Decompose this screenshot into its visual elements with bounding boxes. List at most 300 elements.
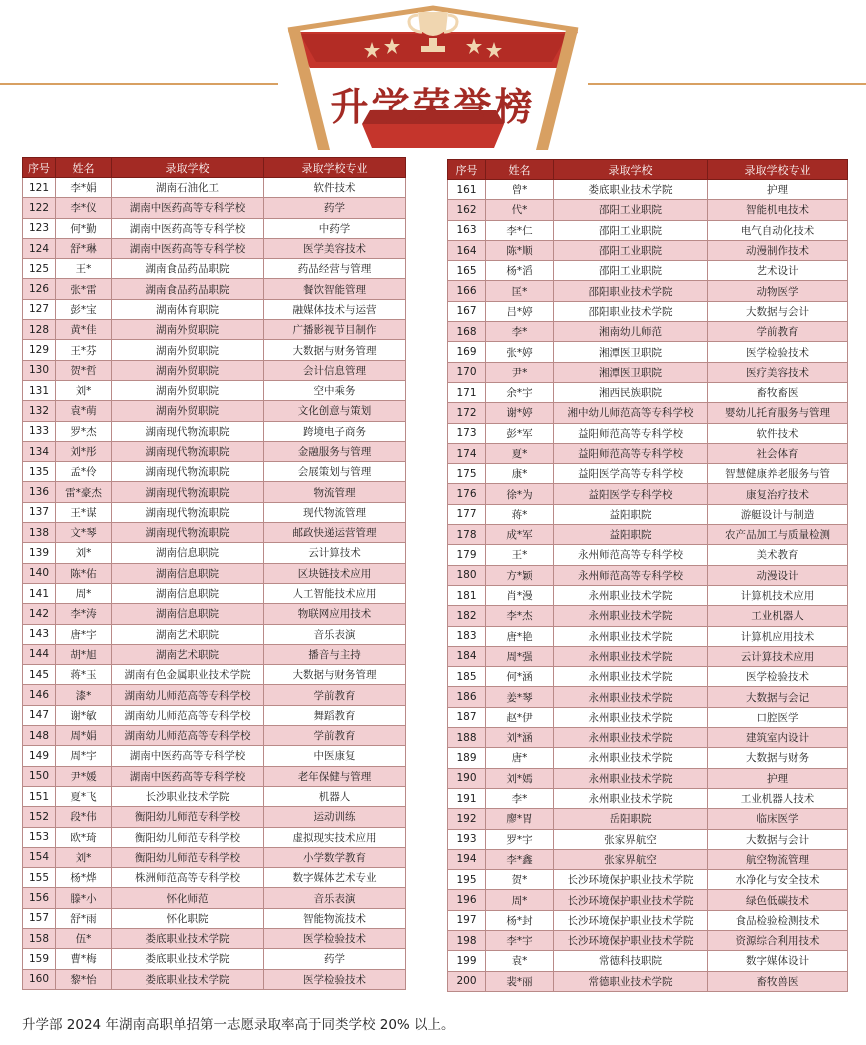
table-row xyxy=(23,786,406,806)
table-row xyxy=(448,667,848,687)
table-row xyxy=(23,421,406,441)
admitted-major: 婴幼儿托育服务与管理 xyxy=(708,403,848,423)
admitted-school: 邵阳职业技术学院 xyxy=(554,301,708,321)
admitted-major: 动漫制作技术 xyxy=(708,240,848,260)
admitted-school: 湘中幼儿师范高等专科学校 xyxy=(554,403,708,423)
table-row xyxy=(448,240,848,260)
admitted-school: 湖南信息职院 xyxy=(112,543,264,563)
admitted-school: 湖南外贸职院 xyxy=(112,360,264,380)
row-number: 183 xyxy=(448,626,486,646)
student-name: 余*宇 xyxy=(486,382,554,402)
admitted-school: 永州职业技术学院 xyxy=(554,667,708,687)
table-row xyxy=(448,180,848,200)
table-row xyxy=(448,200,848,220)
student-name: 李*鑫 xyxy=(486,849,554,869)
student-name: 周* xyxy=(56,583,112,603)
student-name: 彭*宝 xyxy=(56,299,112,319)
admitted-major: 广播影视节目制作 xyxy=(264,320,406,340)
row-number: 189 xyxy=(448,748,486,768)
student-name: 尹* xyxy=(486,362,554,382)
row-number: 161 xyxy=(448,180,486,200)
column-header: 录取学校专业 xyxy=(708,160,848,180)
admitted-school: 永州职业技术学院 xyxy=(554,585,708,605)
table-row xyxy=(448,281,848,301)
admitted-major: 大数据与财务管理 xyxy=(264,340,406,360)
row-number: 194 xyxy=(448,849,486,869)
table-body-right xyxy=(448,180,848,992)
admitted-major: 农产品加工与质量检测 xyxy=(708,525,848,545)
table-row xyxy=(23,685,406,705)
student-name: 文*琴 xyxy=(56,523,112,543)
row-number: 141 xyxy=(23,583,56,603)
admitted-school: 永州职业技术学院 xyxy=(554,626,708,646)
student-name: 杨*滔 xyxy=(486,261,554,281)
admitted-school: 湖南艺术职院 xyxy=(112,644,264,664)
table-row xyxy=(23,238,406,258)
table-row xyxy=(23,847,406,867)
admitted-major: 口腔医学 xyxy=(708,707,848,727)
row-number: 181 xyxy=(448,585,486,605)
row-number: 172 xyxy=(448,403,486,423)
admitted-school: 湖南幼儿师范高等专科学校 xyxy=(112,726,264,746)
table-row xyxy=(23,807,406,827)
admitted-school: 怀化师范 xyxy=(112,888,264,908)
admitted-major: 计算机技术应用 xyxy=(708,585,848,605)
row-number: 198 xyxy=(448,930,486,950)
table-row xyxy=(448,301,848,321)
admitted-school: 张家界航空 xyxy=(554,849,708,869)
table-row xyxy=(23,827,406,847)
admitted-school: 湖南外贸职院 xyxy=(112,340,264,360)
admitted-major: 区块链技术应用 xyxy=(264,563,406,583)
row-number: 191 xyxy=(448,788,486,808)
admitted-major: 融媒体技术与运营 xyxy=(264,299,406,319)
table-row xyxy=(448,951,848,971)
student-name: 何*勤 xyxy=(56,218,112,238)
row-number: 159 xyxy=(23,949,56,969)
row-number: 126 xyxy=(23,279,56,299)
admitted-school: 长沙环境保护职业技术学院 xyxy=(554,870,708,890)
footer-note: 升学部 2024 年湖南高职单招第一志愿录取率高于同类学校 20% 以上。 xyxy=(22,1017,455,1033)
student-name: 彭*军 xyxy=(486,423,554,443)
row-number: 144 xyxy=(23,644,56,664)
table-row xyxy=(448,890,848,910)
admitted-school: 湖南中医药高等专科学校 xyxy=(112,218,264,238)
row-number: 133 xyxy=(23,421,56,441)
row-number: 146 xyxy=(23,685,56,705)
table-row xyxy=(23,705,406,725)
table-row xyxy=(448,788,848,808)
table-row xyxy=(23,644,406,664)
admitted-school: 邵阳工业职院 xyxy=(554,261,708,281)
row-number: 166 xyxy=(448,281,486,301)
admitted-major: 智能机电技术 xyxy=(708,200,848,220)
admitted-major: 大数据与会记 xyxy=(708,687,848,707)
student-name: 王*芬 xyxy=(56,340,112,360)
table-row xyxy=(448,484,848,504)
row-number: 190 xyxy=(448,768,486,788)
admission-table-left xyxy=(22,157,406,990)
table-row xyxy=(23,482,406,502)
row-number: 122 xyxy=(23,198,56,218)
row-number: 179 xyxy=(448,545,486,565)
admitted-school: 益阳师范高等专科学校 xyxy=(554,423,708,443)
student-name: 雷*豪杰 xyxy=(56,482,112,502)
row-number: 128 xyxy=(23,320,56,340)
student-name: 成*军 xyxy=(486,525,554,545)
admitted-school: 湖南现代物流职院 xyxy=(112,421,264,441)
row-number: 174 xyxy=(448,443,486,463)
column-header: 录取学校 xyxy=(112,158,264,178)
admitted-school: 株洲师范高等专科学校 xyxy=(112,868,264,888)
admitted-major: 智慧健康养老服务与管 xyxy=(708,464,848,484)
admitted-major: 临床医学 xyxy=(708,809,848,829)
table-row xyxy=(23,746,406,766)
row-number: 132 xyxy=(23,401,56,421)
admitted-school: 邵阳职业技术学院 xyxy=(554,281,708,301)
student-name: 匡* xyxy=(486,281,554,301)
student-name: 张*婷 xyxy=(486,342,554,362)
admitted-major: 中药学 xyxy=(264,218,406,238)
column-header: 录取学校专业 xyxy=(264,158,406,178)
admitted-school: 长沙环境保护职业技术学院 xyxy=(554,930,708,950)
table-row xyxy=(448,707,848,727)
admitted-school: 永州师范高等专科学校 xyxy=(554,565,708,585)
admitted-school: 邵阳工业职院 xyxy=(554,240,708,260)
admitted-school: 湖南有色金属职业技术学院 xyxy=(112,665,264,685)
admitted-major: 计算机应用技术 xyxy=(708,626,848,646)
row-number: 175 xyxy=(448,464,486,484)
table-row xyxy=(23,320,406,340)
admitted-major: 邮政快递运营管理 xyxy=(264,523,406,543)
row-number: 162 xyxy=(448,200,486,220)
admitted-major: 水净化与安全技术 xyxy=(708,870,848,890)
table-row xyxy=(23,360,406,380)
admitted-major: 智能物流技术 xyxy=(264,908,406,928)
table-row xyxy=(448,220,848,240)
table-row xyxy=(23,726,406,746)
admitted-school: 湖南外贸职院 xyxy=(112,401,264,421)
row-number: 184 xyxy=(448,646,486,666)
table-row xyxy=(23,401,406,421)
admitted-major: 食品检验检测技术 xyxy=(708,910,848,930)
admitted-major: 护理 xyxy=(708,768,848,788)
student-name: 李*仪 xyxy=(56,198,112,218)
row-number: 134 xyxy=(23,441,56,461)
admitted-major: 药学 xyxy=(264,198,406,218)
student-name: 陈*顺 xyxy=(486,240,554,260)
admitted-major: 餐饮智能管理 xyxy=(264,279,406,299)
admitted-major: 软件技术 xyxy=(708,423,848,443)
table-row xyxy=(23,766,406,786)
student-name: 刘* xyxy=(56,847,112,867)
table-row xyxy=(448,849,848,869)
row-number: 157 xyxy=(23,908,56,928)
row-number: 200 xyxy=(448,971,486,991)
table-row xyxy=(448,687,848,707)
admitted-school: 益阳师范高等专科学校 xyxy=(554,443,708,463)
row-number: 137 xyxy=(23,502,56,522)
row-number: 135 xyxy=(23,462,56,482)
student-name: 姜*琴 xyxy=(486,687,554,707)
admitted-major: 物流管理 xyxy=(264,482,406,502)
table-row xyxy=(448,646,848,666)
admitted-major: 云计算技术 xyxy=(264,543,406,563)
student-name: 刘*涵 xyxy=(486,728,554,748)
admitted-major: 音乐表演 xyxy=(264,624,406,644)
row-number: 168 xyxy=(448,322,486,342)
row-number: 130 xyxy=(23,360,56,380)
admitted-major: 康复治疗技术 xyxy=(708,484,848,504)
table-row xyxy=(448,464,848,484)
table-row xyxy=(23,279,406,299)
row-number: 163 xyxy=(448,220,486,240)
row-number: 197 xyxy=(448,910,486,930)
admitted-school: 张家界航空 xyxy=(554,829,708,849)
table-row xyxy=(448,585,848,605)
table-row xyxy=(23,178,406,198)
admitted-major: 绿色低碳技术 xyxy=(708,890,848,910)
admitted-major: 金融服务与管理 xyxy=(264,441,406,461)
admitted-school: 湖南现代物流职院 xyxy=(112,523,264,543)
row-number: 150 xyxy=(23,766,56,786)
table-row xyxy=(448,971,848,991)
table-row xyxy=(448,728,848,748)
admitted-school: 衡阳幼儿师范专科学校 xyxy=(112,827,264,847)
student-name: 赵*伊 xyxy=(486,707,554,727)
student-name: 李* xyxy=(486,322,554,342)
table-row xyxy=(448,768,848,788)
table-header-row xyxy=(448,160,848,180)
admitted-school: 娄底职业技术学院 xyxy=(554,180,708,200)
student-name: 谢*婷 xyxy=(486,403,554,423)
admitted-major: 航空物流管理 xyxy=(708,849,848,869)
table-row xyxy=(448,382,848,402)
table-row xyxy=(448,261,848,281)
admitted-major: 药学 xyxy=(264,949,406,969)
table-row xyxy=(23,543,406,563)
table-row xyxy=(23,198,406,218)
admitted-major: 小学数学教育 xyxy=(264,847,406,867)
admitted-school: 岳阳职院 xyxy=(554,809,708,829)
admitted-major: 虚拟现实技术应用 xyxy=(264,827,406,847)
row-number: 139 xyxy=(23,543,56,563)
row-number: 145 xyxy=(23,665,56,685)
row-number: 160 xyxy=(23,969,56,989)
admitted-major: 医疗美容技术 xyxy=(708,362,848,382)
student-name: 罗*杰 xyxy=(56,421,112,441)
admitted-major: 学前教育 xyxy=(264,685,406,705)
admitted-major: 医学检验技术 xyxy=(264,969,406,989)
admitted-major: 机器人 xyxy=(264,786,406,806)
table-row xyxy=(448,748,848,768)
row-number: 127 xyxy=(23,299,56,319)
row-number: 138 xyxy=(23,523,56,543)
row-number: 164 xyxy=(448,240,486,260)
table-row xyxy=(448,423,848,443)
row-number: 131 xyxy=(23,380,56,400)
admitted-major: 数字媒体设计 xyxy=(708,951,848,971)
admitted-major: 电气自动化技术 xyxy=(708,220,848,240)
student-name: 段*伟 xyxy=(56,807,112,827)
admitted-major: 现代物流管理 xyxy=(264,502,406,522)
admitted-school: 益阳职院 xyxy=(554,525,708,545)
row-number: 195 xyxy=(448,870,486,890)
student-name: 吕*婷 xyxy=(486,301,554,321)
admitted-major: 建筑室内设计 xyxy=(708,728,848,748)
row-number: 125 xyxy=(23,259,56,279)
admitted-major: 老年保健与管理 xyxy=(264,766,406,786)
student-name: 周* xyxy=(486,890,554,910)
row-number: 182 xyxy=(448,606,486,626)
admitted-school: 长沙职业技术学院 xyxy=(112,786,264,806)
admitted-major: 动漫设计 xyxy=(708,565,848,585)
admitted-school: 娄底职业技术学院 xyxy=(112,949,264,969)
row-number: 180 xyxy=(448,565,486,585)
table-row xyxy=(23,583,406,603)
row-number: 176 xyxy=(448,484,486,504)
student-name: 唐* xyxy=(486,748,554,768)
admitted-school: 娄底职业技术学院 xyxy=(112,969,264,989)
admitted-major: 运动训练 xyxy=(264,807,406,827)
admitted-major: 空中乘务 xyxy=(264,380,406,400)
admitted-major: 社会体育 xyxy=(708,443,848,463)
admitted-major: 护理 xyxy=(708,180,848,200)
admitted-major: 医学检验技术 xyxy=(708,667,848,687)
student-name: 肖*漫 xyxy=(486,585,554,605)
student-name: 谢*敏 xyxy=(56,705,112,725)
row-number: 196 xyxy=(448,890,486,910)
row-number: 123 xyxy=(23,218,56,238)
row-number: 153 xyxy=(23,827,56,847)
admitted-major: 畜牧畜医 xyxy=(708,382,848,402)
admitted-major: 资源综合利用技术 xyxy=(708,930,848,950)
student-name: 胡*旭 xyxy=(56,644,112,664)
row-number: 124 xyxy=(23,238,56,258)
table-row xyxy=(23,259,406,279)
admitted-major: 会计信息管理 xyxy=(264,360,406,380)
admitted-school: 益阳职院 xyxy=(554,504,708,524)
student-name: 李*杰 xyxy=(486,606,554,626)
table-header-row xyxy=(23,158,406,178)
student-name: 杨*烨 xyxy=(56,868,112,888)
row-number: 143 xyxy=(23,624,56,644)
student-name: 孟*伶 xyxy=(56,462,112,482)
admitted-school: 湖南现代物流职院 xyxy=(112,482,264,502)
admitted-school: 长沙环境保护职业技术学院 xyxy=(554,890,708,910)
admitted-school: 益阳医学高等专科学校 xyxy=(554,464,708,484)
student-name: 李*娟 xyxy=(56,178,112,198)
student-name: 夏* xyxy=(486,443,554,463)
row-number: 173 xyxy=(448,423,486,443)
admitted-school: 湘南幼儿师范 xyxy=(554,322,708,342)
admitted-major: 物联网应用技术 xyxy=(264,604,406,624)
table-row xyxy=(448,403,848,423)
table-row xyxy=(448,545,848,565)
table-row xyxy=(23,949,406,969)
table-row xyxy=(448,504,848,524)
admitted-school: 永州职业技术学院 xyxy=(554,728,708,748)
row-number: 154 xyxy=(23,847,56,867)
row-number: 151 xyxy=(23,786,56,806)
admitted-school: 湘潭医卫职院 xyxy=(554,362,708,382)
row-number: 121 xyxy=(23,178,56,198)
admitted-major: 大数据与会计 xyxy=(708,301,848,321)
student-name: 周*娟 xyxy=(56,726,112,746)
table-row xyxy=(23,563,406,583)
admitted-school: 湖南中医药高等专科学校 xyxy=(112,238,264,258)
student-name: 唐*宇 xyxy=(56,624,112,644)
admitted-school: 湘潭医卫职院 xyxy=(554,342,708,362)
admitted-major: 文化创意与策划 xyxy=(264,401,406,421)
admitted-school: 常德职业技术学院 xyxy=(554,971,708,991)
row-number: 185 xyxy=(448,667,486,687)
admitted-major: 游艇设计与制造 xyxy=(708,504,848,524)
admitted-major: 软件技术 xyxy=(264,178,406,198)
admitted-school: 益阳医学专科学校 xyxy=(554,484,708,504)
table-row xyxy=(23,380,406,400)
student-name: 王* xyxy=(486,545,554,565)
admitted-major: 工业机器人 xyxy=(708,606,848,626)
student-name: 何*涵 xyxy=(486,667,554,687)
student-name: 曹*梅 xyxy=(56,949,112,969)
admitted-school: 永州师范高等专科学校 xyxy=(554,545,708,565)
admitted-school: 湘西民族职院 xyxy=(554,382,708,402)
student-name: 刘* xyxy=(56,543,112,563)
admitted-school: 永州职业技术学院 xyxy=(554,768,708,788)
table-row xyxy=(448,829,848,849)
admitted-school: 衡阳幼儿师范专科学校 xyxy=(112,847,264,867)
student-name: 周*宇 xyxy=(56,746,112,766)
row-number: 199 xyxy=(448,951,486,971)
table-row xyxy=(448,870,848,890)
student-name: 刘*嫣 xyxy=(486,768,554,788)
admitted-major: 学前教育 xyxy=(264,726,406,746)
admitted-school: 湖南外贸职院 xyxy=(112,320,264,340)
admitted-major: 播音与主持 xyxy=(264,644,406,664)
student-name: 李*涛 xyxy=(56,604,112,624)
student-name: 尹*媛 xyxy=(56,766,112,786)
student-name: 曾* xyxy=(486,180,554,200)
row-number: 149 xyxy=(23,746,56,766)
row-number: 142 xyxy=(23,604,56,624)
table-row xyxy=(23,441,406,461)
row-number: 170 xyxy=(448,362,486,382)
table-row xyxy=(23,665,406,685)
admitted-major: 音乐表演 xyxy=(264,888,406,908)
student-name: 徐*为 xyxy=(486,484,554,504)
column-header: 序号 xyxy=(448,160,486,180)
table-row xyxy=(448,910,848,930)
row-number: 156 xyxy=(23,888,56,908)
row-number: 188 xyxy=(448,728,486,748)
admitted-school: 邵阳工业职院 xyxy=(554,220,708,240)
row-number: 147 xyxy=(23,705,56,725)
student-name: 贺* xyxy=(486,870,554,890)
admitted-major: 工业机器人技术 xyxy=(708,788,848,808)
admitted-school: 湖南石油化工 xyxy=(112,178,264,198)
admitted-major: 云计算技术应用 xyxy=(708,646,848,666)
table-row xyxy=(448,443,848,463)
row-number: 186 xyxy=(448,687,486,707)
row-number: 158 xyxy=(23,928,56,948)
table-row xyxy=(23,928,406,948)
admission-table-right xyxy=(447,159,848,992)
student-name: 蒋*玉 xyxy=(56,665,112,685)
admitted-school: 湖南信息职院 xyxy=(112,583,264,603)
table-row xyxy=(448,930,848,950)
column-header: 序号 xyxy=(23,158,56,178)
